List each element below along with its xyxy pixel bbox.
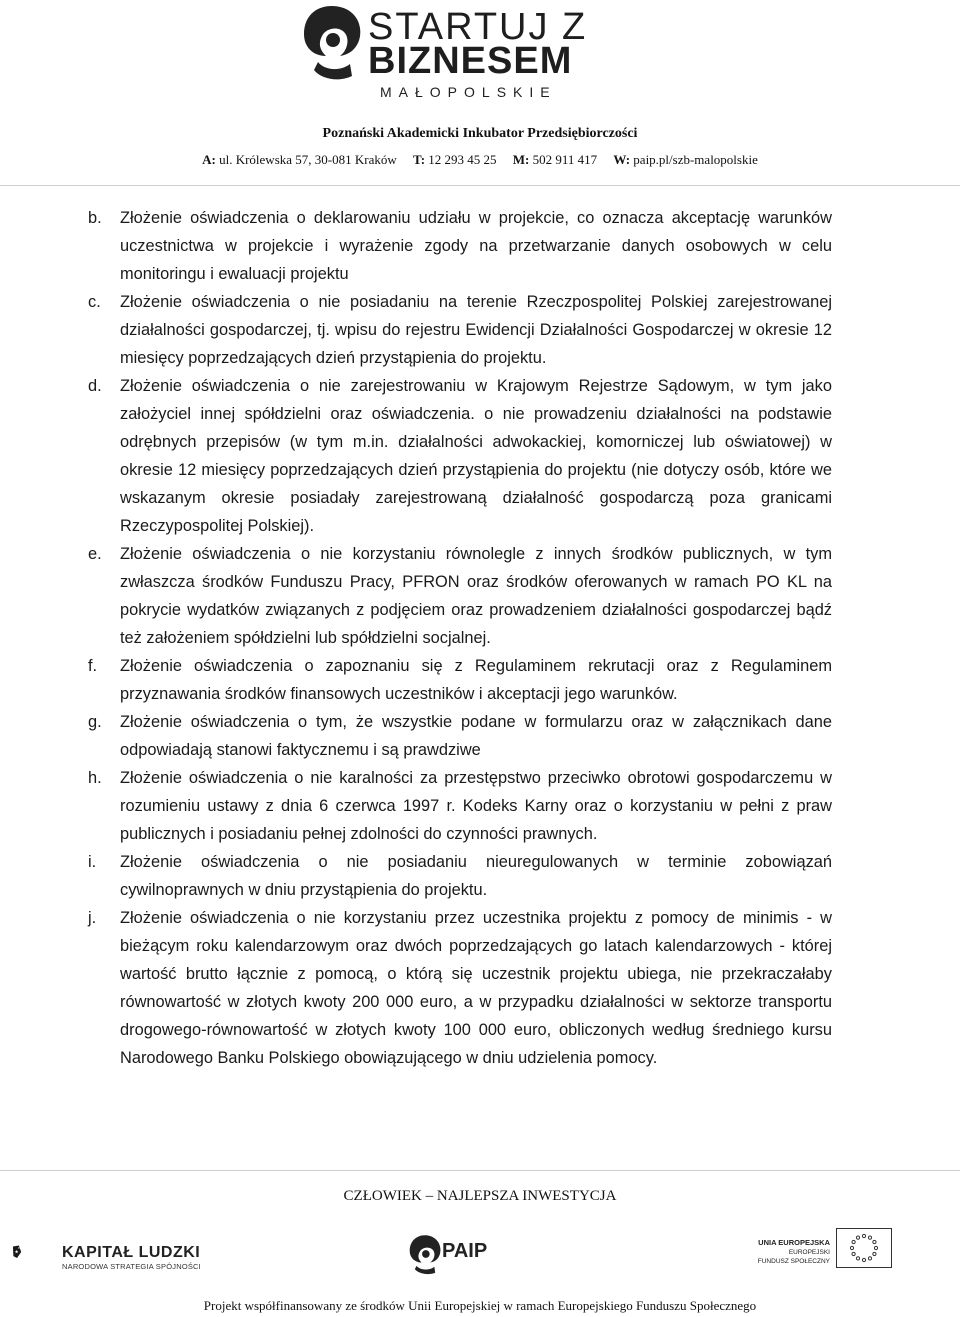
- website-link[interactable]: paip.pl/szb-malopolskie: [633, 152, 758, 167]
- phone-label: T:: [412, 152, 426, 167]
- eu-flag-icon: [836, 1228, 892, 1268]
- list-item-letter: i.: [88, 853, 97, 871]
- cofinancing-note: Projekt współfinansowany ze środków Unii Europejskiej w ramach Europejskiego Funduszu Społecznego: [203, 1298, 757, 1313]
- website-label: W:: [613, 152, 631, 167]
- startuj-logo-icon: [300, 4, 364, 80]
- kapital-ludzki-logo-icon: [12, 1224, 58, 1280]
- list-item: [88, 288, 832, 372]
- list-item-letter: c.: [88, 293, 101, 311]
- list-item-text: Złożenie oświadczenia o nie korzystaniu przez uczestnika projektu z pomocy de minimis - w bieżącym roku kalendarzowym oraz dwóch poprzedzających go latach kalendarzowych - której wartość brutto łącznie z pomocą, o którą się uczestnik projektu ubiega, nie przekraczałaby równowartość w złotych kwoty 200 000 euro, a w przypadku działalności w sektorze transportu drogowego-równowartość w złotych kwoty 100 000 euro, obliczonych według średniego kursu Narodowego Banku Polskiego obowiązującego w dniu udzielenia pomocy.: [120, 909, 832, 1067]
- paip-label: PAIP: [442, 1240, 488, 1262]
- logo-subtitle: MAŁOPOLSKIE: [380, 84, 557, 100]
- list-item: [88, 904, 832, 1072]
- address-value: ul. Królewska 57, 30-081 Kraków: [219, 152, 397, 167]
- mobile-value: 502 911 417: [532, 152, 598, 167]
- eu-label-line3: FUNDUSZ SPOŁECZNY: [757, 1258, 830, 1265]
- list-item: [88, 204, 832, 288]
- list-item: [88, 848, 832, 904]
- list-item-text: Złożenie oświadczenia o nie posiadaniu nieuregulowanych w terminie zobowiązań cywilnoprawnych w dniu przystąpienia do projektu.: [120, 853, 832, 899]
- paip-logo-icon: [408, 1230, 442, 1278]
- kapital-ludzki-subtitle: NARODOWA STRATEGIA SPÓJNOŚCI: [62, 1262, 201, 1271]
- list-item: [88, 540, 832, 652]
- list-item-letter: g.: [88, 713, 102, 731]
- logo-text-line1: STARTUJ Z: [368, 6, 588, 48]
- list-item-text: Złożenie oświadczenia o tym, że wszystkie podane w formularzu oraz w załącznikach dane odpowiadają stanowi faktycznemu i są prawdziwe: [120, 713, 832, 759]
- list-item-text: Złożenie oświadczenia o zapoznaniu się z Regulaminem rekrutacji oraz z Regulaminem przyznawania środków finansowych uczestników i akceptacji jego warunków.: [120, 657, 832, 703]
- eu-label-line2: EUROPEJSKI: [788, 1249, 830, 1256]
- list-item-letter: h.: [88, 769, 102, 787]
- requirements-list: [88, 204, 832, 1072]
- footer-divider: [0, 1170, 960, 1171]
- list-item-letter: d.: [88, 377, 102, 395]
- logo-text-line2: BIZNESEM: [368, 40, 573, 82]
- list-item-text: Złożenie oświadczenia o nie korzystaniu równolegle z innych środków publicznych, w tym zwłaszcza środków Funduszu Pracy, PFRON oraz środków oferowanych w ramach PO KL na pokrycie wydatków związanych z podjęciem oraz prowadzeniem działalności gospodarczej bądź też założeniem spółdzielni lub spółdzielni socjalnej.: [120, 545, 832, 647]
- list-item: [88, 652, 832, 708]
- list-item: [88, 708, 832, 764]
- address-label: A:: [202, 152, 216, 167]
- kapital-ludzki-title: KAPITAŁ LUDZKI: [62, 1244, 201, 1261]
- list-item-text: Złożenie oświadczenia o nie zarejestrowaniu w Krajowym Rejestrze Sądowym, w tym jako założyciel innej spółdzielni oraz oświadczenia. o nie prowadzeniu działalności na podstawie odrębnych przepisów (w tym m.in. działalności adwokackiej, komorniczej lub oświatowej) w okresie 12 miesięcy poprzedzających dzień przystąpienia do projektu (nie dotyczy osób, które we wskazanym okresie posiadały zarejestrowaną działalność gospodarczą poza granicami Rzeczypospolitej Polskiej).: [120, 377, 832, 535]
- list-item-letter: f.: [88, 657, 98, 675]
- list-item-text: Złożenie oświadczenia o nie karalności za przestępstwo przeciwko obrotowi gospodarczemu w rozumieniu ustawy z dnia 6 czerwca 1997 r. Kodeks Karny oraz o korzystaniu w pełni z praw publicznych i posiadaniu pełnej zdolności do czynności prawnych.: [120, 769, 832, 843]
- list-item-letter: j.: [88, 909, 97, 927]
- list-item-text: Złożenie oświadczenia o deklarowaniu udziału w projekcie, co oznacza akceptację warunków uczestnictwa w projekcie i wyrażenie zgody na przetwarzanie danych osobowych w celu monitoringu i ewaluacji projektu: [120, 209, 832, 283]
- eu-label-line1: UNIA EUROPEJSKA: [758, 1238, 830, 1247]
- footer-slogan: CZŁOWIEK – NAJLEPSZA INWESTYCJA: [343, 1188, 617, 1204]
- organization-name: Poznański Akademicki Inkubator Przedsiębiorczości: [322, 126, 638, 141]
- header-divider: [0, 185, 960, 186]
- header-logo: [0, 0, 960, 110]
- contact-line: [0, 152, 960, 168]
- list-item: [88, 372, 832, 540]
- list-item-letter: b.: [88, 209, 102, 227]
- list-item-text: Złożenie oświadczenia o nie posiadaniu na terenie Rzeczpospolitej Polskiej zarejestrowanej działalności gospodarczej, tj. wpisu do rejestru Ewidencji Działalności Gospodarczej w okresie 12 miesięcy poprzedzających dzień przystąpienia do projektu.: [120, 293, 832, 367]
- list-item-letter: e.: [88, 545, 102, 563]
- list-item: [88, 764, 832, 848]
- mobile-label: M:: [512, 152, 530, 167]
- phone-value: 12 293 45 25: [428, 152, 497, 167]
